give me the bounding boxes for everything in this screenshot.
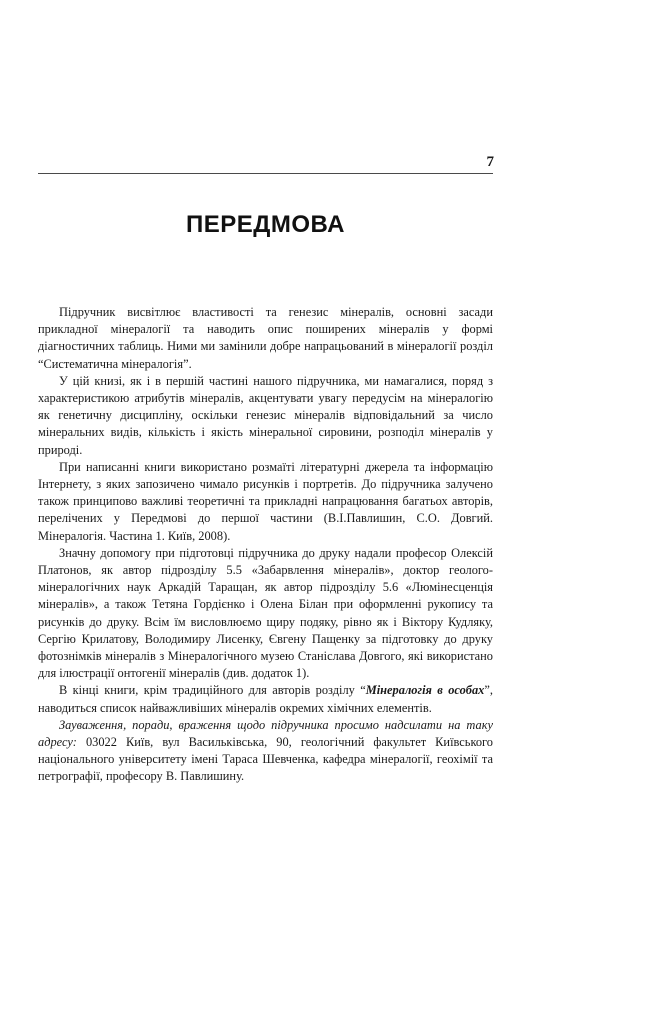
paragraph-contact: [38, 717, 493, 786]
paragraph-sources: При написанні книги використано розмаїті літературні джерела та інформацію Інтернету, з яких запозичено чимало рисунків і портретів. До підручника залучено також принципово важливі теоретичні та прикладні напрацювання багатьох авторів, перелічених у Передмові до першої частини (В.І.Павлишин, С.О. Довгий. Мінералогія. Частина 1. Київ, 2008).: [38, 459, 493, 543]
paragraph-appendix-after: ”, наводиться список найважливіших мінералів окремих хімічних елементів.: [38, 683, 493, 715]
paragraph-approach: У цій книзі, як і в першій частині нашого підручника, ми намагалися, поряд з характеристикою атрибутів мінералів, акцентувати увагу передусім на мінералогію як генетичну дисципліну, оскільки генезис мінералів відповідальний за число мінеральних видів, кількість і якість мінеральної сировини, розподіл мінералів у природі.: [38, 373, 493, 457]
contact-address: 03022 Київ, вул Васильківська, 90, геологічний факультет Київського національного університету імені Тараса Шевченка, кафедра мінералогії, геохімії та петрографії, професору В. Павлишину.: [38, 735, 493, 784]
paragraph-acknowledgements: Значну допомогу при підготовці підручника до друку надали професор Олексій Платонов, як автор підрозділу 5.5 «Забарвлення мінералів», доктор геолого-мінералогічних наук Аркадій Таращан, як автор підрозділу 5.6 «Люмінесценція мінералів», а також Тетяна Гордієнко і Олена Білан при оформленні рукопису та рисунків до друку. Всім їм висловлюємо щиру подяку, рівно як і Віктору Кудляку, Сергію Крилатову, Володимиру Лисенку, Євгену Пащенку за підготовку до друку фотознімків мінералів з Мінералогічного музею Станіслава Довгого, які використано для ілюстрації онтогенії мінералів (див. додаток 1).: [38, 545, 493, 681]
header-rule: [38, 173, 493, 174]
body-text: [38, 304, 493, 786]
paragraph-intro: Підручник висвітлює властивості та генезис мінералів, основні засади прикладної мінералогії та наводить опис поширених мінералів у формі діагностичних таблиць. Ними ми замінили добре напрацьований в мінералогії розділ “Систематична мінералогія”.: [38, 305, 493, 371]
contact-request-emphasis: Зауваження, поради, враження щодо підручника просимо надсилати на таку адресу:: [38, 717, 493, 750]
page-number: 7: [486, 154, 494, 170]
paragraph-appendix: [38, 682, 493, 716]
page-title: ПЕРЕДМОВА: [186, 211, 345, 238]
paragraph-appendix-before: В кінці книги, крім традиційного для авторів розділу “: [59, 683, 366, 698]
section-name-emphasis: Мінералогія в особах: [365, 683, 485, 698]
